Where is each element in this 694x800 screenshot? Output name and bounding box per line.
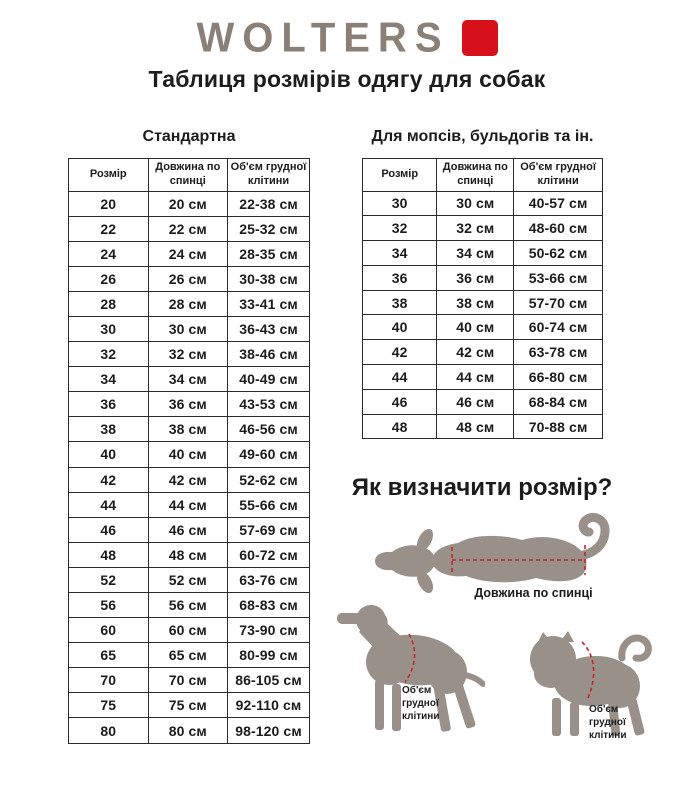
table-cell: 60-72 см xyxy=(228,542,310,567)
topview-dog-tail xyxy=(578,517,605,556)
table-row xyxy=(69,618,310,643)
table-cell: 32 см xyxy=(437,216,514,241)
standing-dog-front-leg xyxy=(375,680,384,730)
table-cell: 65 xyxy=(69,643,149,668)
table-row xyxy=(69,316,310,341)
table-cell: 34 см xyxy=(437,241,514,266)
table-cell: 28-35 см xyxy=(228,241,310,266)
table-cell: 44 xyxy=(363,365,437,390)
table-cell: 36 xyxy=(363,265,437,290)
standing-dog-rear-leg xyxy=(451,678,476,729)
table-row xyxy=(363,414,603,439)
size-table-standard xyxy=(68,158,310,744)
table-row xyxy=(69,291,310,316)
table-row xyxy=(69,593,310,618)
table-cell: 26 xyxy=(69,266,149,291)
brand-red-square-icon xyxy=(462,20,498,56)
table-cell: 70 см xyxy=(148,668,228,693)
table-cell: 44 см xyxy=(148,492,228,517)
table-cell: 70 xyxy=(69,668,149,693)
table-cell: 25-32 см xyxy=(228,216,310,241)
brand-wordmark: WOLTERS xyxy=(196,15,450,61)
table-cell: 28 см xyxy=(148,291,228,316)
table-cell: 30 xyxy=(69,316,149,341)
table-cell: 80-99 см xyxy=(228,643,310,668)
table-cell: 42 см xyxy=(437,340,514,365)
table-cell: 48 см xyxy=(437,414,514,439)
table-row xyxy=(69,342,310,367)
table-row xyxy=(363,241,603,266)
table-row xyxy=(69,241,310,266)
standard-table-section xyxy=(68,128,310,744)
column-header: Довжина по спинці xyxy=(148,159,228,192)
table-cell: 49-60 см xyxy=(228,442,310,467)
table-cell: 22 xyxy=(69,216,149,241)
table-row xyxy=(363,340,603,365)
bulldog-front-leg xyxy=(570,702,579,736)
table-cell: 56 см xyxy=(148,593,228,618)
table-cell: 38 xyxy=(363,290,437,315)
table-cell: 20 см xyxy=(148,191,228,216)
table-cell: 65 см xyxy=(148,643,228,668)
table-cell: 26 см xyxy=(148,266,228,291)
column-header: Довжина по спинці xyxy=(437,159,514,192)
header-row xyxy=(69,159,310,192)
table-cell: 56 xyxy=(69,593,149,618)
table-cell: 33-41 см xyxy=(228,291,310,316)
bulldog-rear-leg xyxy=(626,697,645,736)
table-row xyxy=(363,216,603,241)
standard-table-title: Стандартна xyxy=(142,128,236,145)
table-row xyxy=(69,693,310,718)
table-cell: 92-110 см xyxy=(228,693,310,718)
table-cell: 24 xyxy=(69,241,149,266)
table-cell: 34 см xyxy=(148,367,228,392)
table-cell: 70-88 см xyxy=(514,414,603,439)
table-row xyxy=(69,492,310,517)
table-row xyxy=(363,290,603,315)
topview-dog-body xyxy=(432,536,586,582)
table-cell: 36-43 см xyxy=(228,316,310,341)
table-cell: 55-66 см xyxy=(228,492,310,517)
table-cell: 32 xyxy=(69,342,149,367)
brand-logo xyxy=(0,15,694,61)
table-row xyxy=(69,567,310,592)
table-cell: 46-56 см xyxy=(228,417,310,442)
table-row xyxy=(69,367,310,392)
pugs-table-section xyxy=(362,128,603,439)
table-cell: 48 см xyxy=(148,542,228,567)
table-cell: 22 см xyxy=(148,216,228,241)
back-length-label: Довжина по спинці xyxy=(474,586,593,600)
table-cell: 52 xyxy=(69,567,149,592)
table-cell: 40 xyxy=(363,315,437,340)
table-cell: 40-49 см xyxy=(228,367,310,392)
table-cell: 40 см xyxy=(148,442,228,467)
table-cell: 48 xyxy=(69,542,149,567)
table-cell: 46 см xyxy=(148,517,228,542)
table-cell: 75 см xyxy=(148,693,228,718)
size-table-pugs-bulldogs xyxy=(362,158,603,439)
table-cell: 22-38 см xyxy=(228,191,310,216)
table-row xyxy=(69,417,310,442)
table-cell: 42 xyxy=(69,467,149,492)
table-cell: 34 xyxy=(363,241,437,266)
table-cell: 42 xyxy=(363,340,437,365)
standing-dog-front-leg xyxy=(392,684,401,731)
table-cell: 46 xyxy=(363,389,437,414)
table-row xyxy=(363,265,603,290)
table-row xyxy=(69,668,310,693)
table-cell: 73-90 см xyxy=(228,618,310,643)
table-cell: 30-38 см xyxy=(228,266,310,291)
table-cell: 32 см xyxy=(148,342,228,367)
table-cell: 42 см xyxy=(148,467,228,492)
table-row xyxy=(363,315,603,340)
bulldog-front-leg xyxy=(552,698,561,736)
table-row xyxy=(69,266,310,291)
table-cell: 50-62 см xyxy=(514,241,603,266)
table-cell: 98-120 см xyxy=(228,718,310,743)
table-cell: 80 см xyxy=(148,718,228,743)
chest-volume-label: Об'єм грудної клітини xyxy=(402,685,440,722)
chest-volume-label: Об'єм грудної клітини xyxy=(589,704,627,741)
bulldog-tail xyxy=(622,638,649,658)
table-cell: 57-70 см xyxy=(514,290,603,315)
table-cell: 68-83 см xyxy=(228,593,310,618)
table-cell: 24 см xyxy=(148,241,228,266)
standing-dog-chest xyxy=(366,639,412,685)
table-cell: 63-76 см xyxy=(228,567,310,592)
column-header: Об'єм грудної клітини xyxy=(228,159,310,192)
table-cell: 63-78 см xyxy=(514,340,603,365)
column-header: Об'єм грудної клітини xyxy=(514,159,603,192)
table-cell: 40 см xyxy=(437,315,514,340)
table-cell: 38 xyxy=(69,417,149,442)
table-cell: 60 xyxy=(69,618,149,643)
page-title: Таблиця розмірів одягу для собак xyxy=(148,66,546,92)
table-cell: 28 xyxy=(69,291,149,316)
table-cell: 44 см xyxy=(437,365,514,390)
table-cell: 52-62 см xyxy=(228,467,310,492)
table-cell: 30 см xyxy=(437,191,514,216)
table-cell: 75 xyxy=(69,693,149,718)
table-cell: 52 см xyxy=(148,567,228,592)
table-cell: 60 см xyxy=(148,618,228,643)
table-cell: 44 xyxy=(69,492,149,517)
how-to-title: Як визначити розмір? xyxy=(351,474,613,501)
table-cell: 20 xyxy=(69,191,149,216)
table-cell: 40-57 см xyxy=(514,191,603,216)
table-row xyxy=(69,643,310,668)
table-row xyxy=(69,392,310,417)
table-row xyxy=(363,389,603,414)
table-row xyxy=(363,365,603,390)
header-row xyxy=(363,159,603,192)
table-cell: 38 см xyxy=(148,417,228,442)
table-cell: 32 xyxy=(363,216,437,241)
table-cell: 43-53 см xyxy=(228,392,310,417)
table-row xyxy=(69,216,310,241)
table-cell: 57-69 см xyxy=(228,517,310,542)
table-cell: 60-74 см xyxy=(514,315,603,340)
table-cell: 80 xyxy=(69,718,149,743)
table-row xyxy=(69,442,310,467)
table-cell: 40 xyxy=(69,442,149,467)
table-cell: 36 xyxy=(69,392,149,417)
table-row xyxy=(69,542,310,567)
table-row xyxy=(69,191,310,216)
table-row xyxy=(69,718,310,743)
table-cell: 46 xyxy=(69,517,149,542)
table-cell: 38 см xyxy=(437,290,514,315)
table-cell: 38-46 см xyxy=(228,342,310,367)
table-cell: 48 xyxy=(363,414,437,439)
table-cell: 30 см xyxy=(148,316,228,341)
topview-dog-head xyxy=(375,545,436,577)
pugs-table-title: Для мопсів, бульдогів та ін. xyxy=(371,128,594,145)
table-cell: 34 xyxy=(69,367,149,392)
table-cell: 68-84 см xyxy=(514,389,603,414)
table-cell: 30 xyxy=(363,191,437,216)
column-header: Розмір xyxy=(69,159,149,192)
table-cell: 53-66 см xyxy=(514,265,603,290)
column-header: Розмір xyxy=(363,159,437,192)
table-row xyxy=(363,191,603,216)
table-cell: 36 см xyxy=(148,392,228,417)
table-cell: 86-105 см xyxy=(228,668,310,693)
table-cell: 46 см xyxy=(437,389,514,414)
table-row xyxy=(69,517,310,542)
table-row xyxy=(69,467,310,492)
table-cell: 66-80 см xyxy=(514,365,603,390)
table-cell: 48-60 см xyxy=(514,216,603,241)
table-cell: 36 см xyxy=(437,265,514,290)
